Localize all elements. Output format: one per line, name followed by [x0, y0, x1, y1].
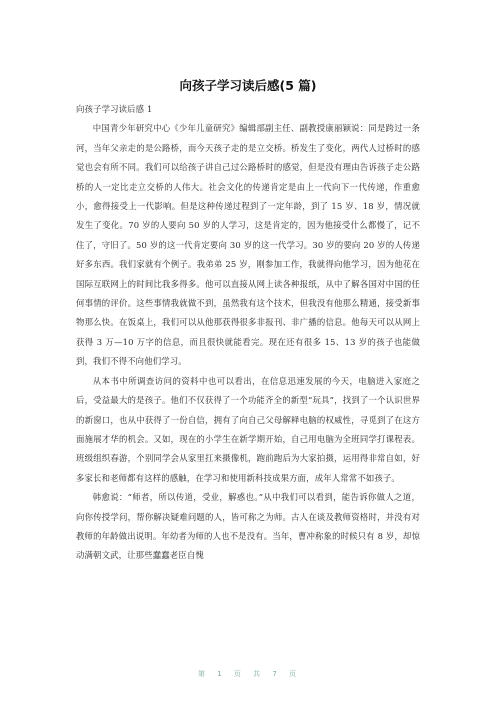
- section-subheading: 向孩子学习读后感 1: [76, 104, 153, 114]
- document-title: 向孩子学习读后感(5 篇): [179, 78, 317, 93]
- document-body: [76, 100, 420, 566]
- body-paragraph-2: 从本书中所调查访问的资料中也可以看出，在信息迅速发展的今天，电脑进入家庭之后，受益最大的是孩子。他们不仅获得了一个功能齐全的新型“玩具”，找到了一个认识世界的新窗口，也从中获得了一份自信，拥有了向自己父母解释电脑的权威性，寻觅到了在这方面施展才华的机会。又如，现在的小学生在新学期开始，自己用电脑为全班同学打课程表。班级组织春游，个别同学会从家里扛来摄像机，跑前跑后为大家拍摄，运用得非常自如，好多家长和老师都有这样的感触，在学习和使用新科技成果方面，成年人常常不如孩子。: [76, 375, 420, 483]
- body-paragraph-1: 中国青少年研究中心《少年儿童研究》编辑部副主任、副教授康丽颖说：同是跨过一条河，当年父亲走的是公路桥，而今天孩子走的是立交桥。桥发生了变化，两代人过桥时的感觉也会有所不同。我们可以给孩子讲自己过公路桥时的感觉，但是没有理由告诉孩子走公路桥的人一定比走立交桥的人伟大。社会文化的传递肯定是由上一代向下一代传递，作重愈小，愈得接受上一代影响。但是这种传递过程到了一定年龄，到了 15 岁、18 岁，情况就发生了变化。70 岁的人要向 50 岁的人学习，这是肯定的，因为他接受什么都慢了，记不住了，守旧了。50 岁的这一代肯定要向 30 岁的这一代学习。30 岁的要向 20 岁的人传递好多东西。我们家就有个例子。我弟弟 25 岁，刚参加工作，我就得向他学习，因为他花在国际互联网上的时间比我多得多。他可以直接从网上读各种报纸，从中了解各国对中国的任何事情的评价。这些事情我就做不到，虽然我有这个技术，但我没有他那么精通，接受新事物那么快。在饭桌上，我们可以从他那获得很多非报刊、非广播的信息。他每天可以从网上获得 3 万—10 万字的信息，而且很快就能看完。现在还有很多 15、13 岁的孩子也能做到，我们不得不向他们学习。: [76, 123, 420, 367]
- body-paragraph-3: 韩愈说：“师者，所以传道，受业，解惑也。”从中我们可以看到，能告诉你做人之道，向你传授学问，帮你解决疑难问题的人，皆可称之为师。古人在谈及教师资格时，并没有对教师的年龄做出说明。年幼者为师的人也不是没有。当年，曹冲称象的时候只有 8 岁，却惊动满朝文武，让那些蠢蠢老臣自愧: [76, 492, 420, 561]
- page-footer: 第 1 页 共 7 页: [197, 670, 299, 678]
